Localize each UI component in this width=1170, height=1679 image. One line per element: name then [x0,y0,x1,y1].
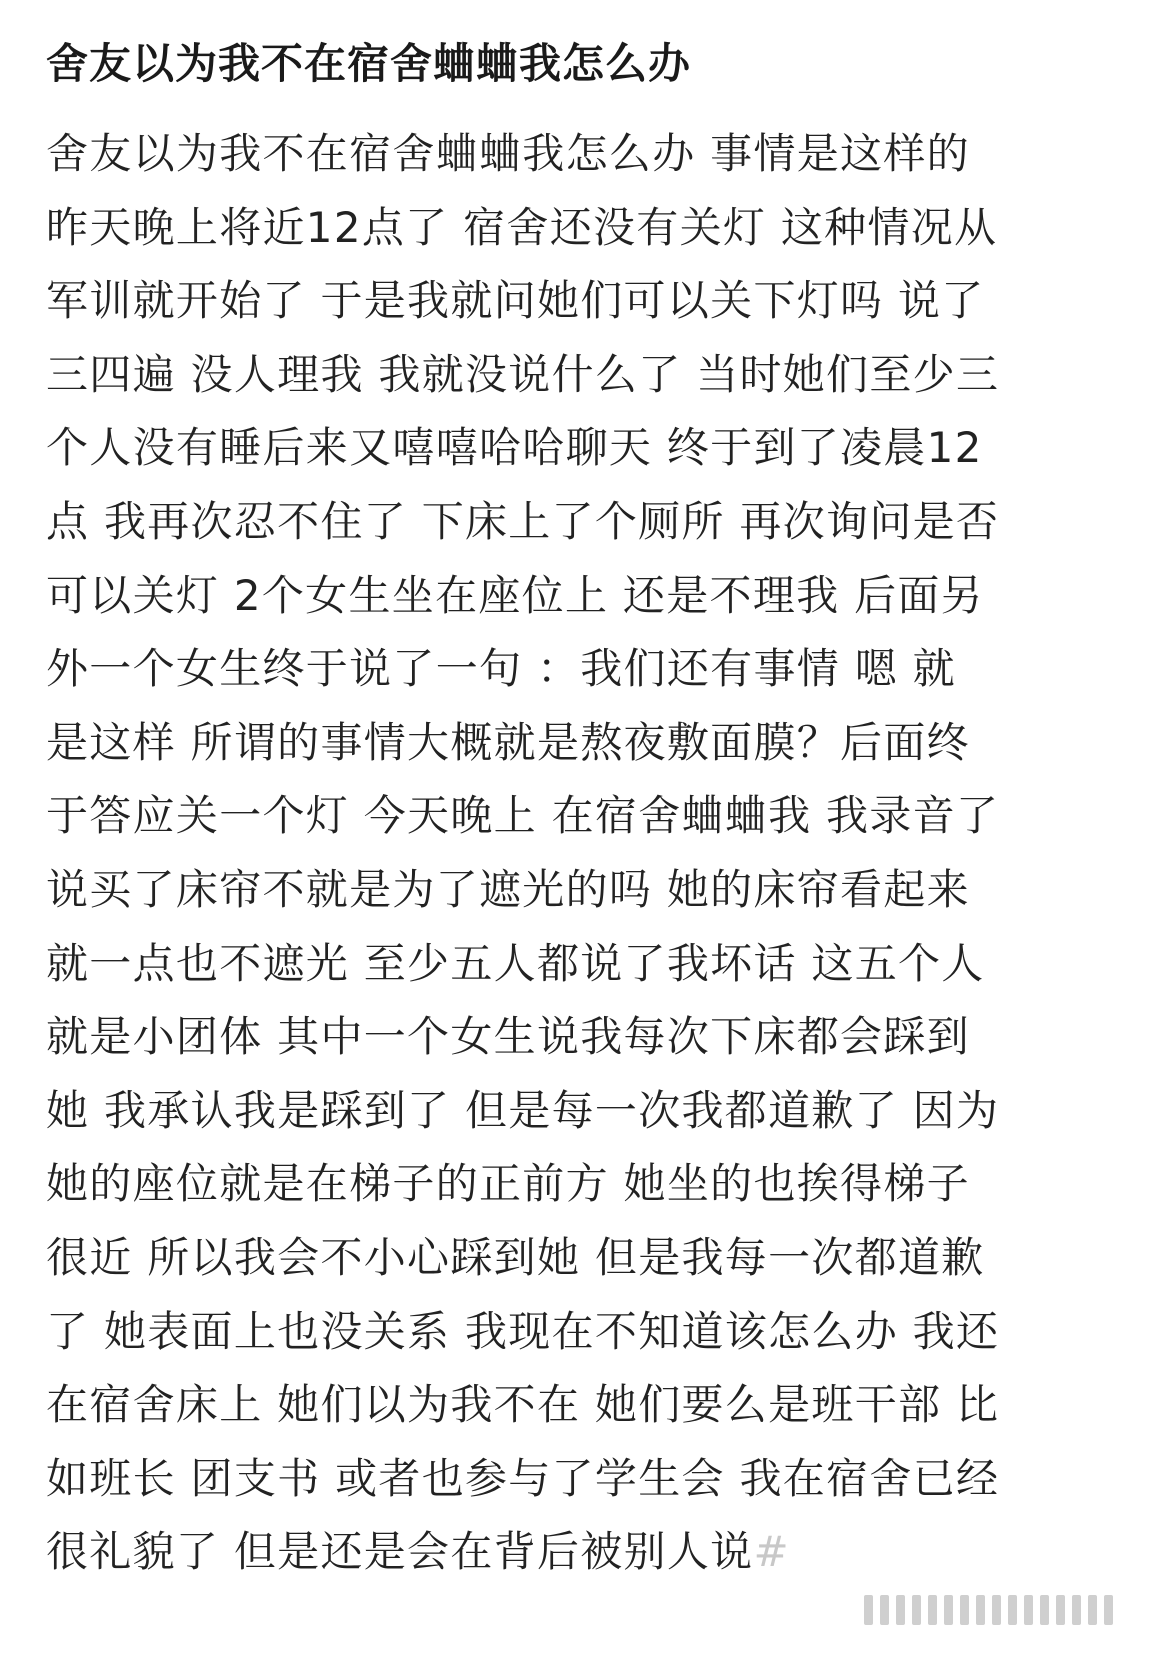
body-line-14: 她 我承认我是踩到了 但是每一次我都道歉了 因为 [46,1085,1000,1135]
ellipsis-dot-icon [992,1595,1001,1625]
ellipsis-dot-icon [1008,1595,1017,1625]
ellipsis-dot-icon [896,1595,905,1625]
ellipsis-dot-icon [1056,1595,1065,1625]
body-line-11: 说买了床帘不就是为了遮光的吗 她的床帘看起来 [46,864,970,914]
body-line-6: 点 我再次忍不住了 下床上了个厕所 再次询问是否 [46,496,1000,546]
body-line-20 [46,1515,1146,1589]
body-line-8: 外一个女生终于说了一句 ：我们还有事情 嗯 就 [46,644,956,694]
body-line-10: 于答应关一个灯 今天晚上 在宿舍蛐蛐我 我录音了 [46,791,1000,841]
ellipsis-dot-icon [1040,1595,1049,1625]
ellipsis-dot-icon [912,1595,921,1625]
ellipsis-dot-icon [864,1595,873,1625]
body-line-18: 在宿舍床上 她们以为我不在 她们要么是班干部 比 [46,1380,1000,1430]
body-line-13: 就是小团体 其中一个女生说我每次下床都会踩到 [46,1012,970,1062]
ellipsis-dot-icon [880,1595,889,1625]
body-line-3: 军训就开始了 于是我就问她们可以关下灯吗 说了 [46,276,985,326]
body-line-16: 很近 所以我会不小心踩到她 但是我每一次都道歉 [46,1232,985,1282]
ellipsis-dot-icon [960,1595,969,1625]
body-line-19: 如班长 团支书 或者也参与了学生会 我在宿舍已经 [46,1453,1000,1503]
ellipsis-dot-icon [928,1595,937,1625]
expand-more-button[interactable] [864,1595,1113,1625]
body-line-7: 可以关灯 2个女生坐在座位上 还是不理我 后面另 [46,570,984,620]
ellipsis-dot-icon [1088,1595,1097,1625]
ellipsis-dot-icon [944,1595,953,1625]
ellipsis-dot-icon [1024,1595,1033,1625]
post-body [46,117,1146,1589]
ellipsis-dot-icon [976,1595,985,1625]
ellipsis-dot-icon [1104,1595,1113,1625]
body-line-9: 是这样 所谓的事情大概就是熬夜敷面膜？后面终 [46,717,970,767]
truncated-glyph: # [753,1527,790,1577]
body-line-20-text: 很礼貌了 但是还是会在背后被别人说 [46,1527,754,1577]
body-line-15: 她的座位就是在梯子的正前方 她坐的也挨得梯子 [46,1159,970,1209]
body-line-2: 昨天晚上将近12点了 宿舍还没有关灯 这种情况从 [46,202,998,252]
body-line-4: 三四遍 没人理我 我就没说什么了 当时她们至少三 [46,349,1000,399]
post-title: 舍友以为我不在宿舍蛐蛐我怎么办 [46,39,692,88]
body-line-5: 个人没有睡后来又嘻嘻哈哈聊天 终于到了凌晨12 [46,423,983,473]
body-line-17: 了 她表面上也没关系 我现在不知道该怎么办 我还 [46,1306,1000,1356]
ellipsis-dot-icon [1072,1595,1081,1625]
body-line-1: 舍友以为我不在宿舍蛐蛐我怎么办 事情是这样的 [46,129,970,178]
body-line-12: 就一点也不遮光 至少五人都说了我坏话 这五个人 [46,938,985,988]
